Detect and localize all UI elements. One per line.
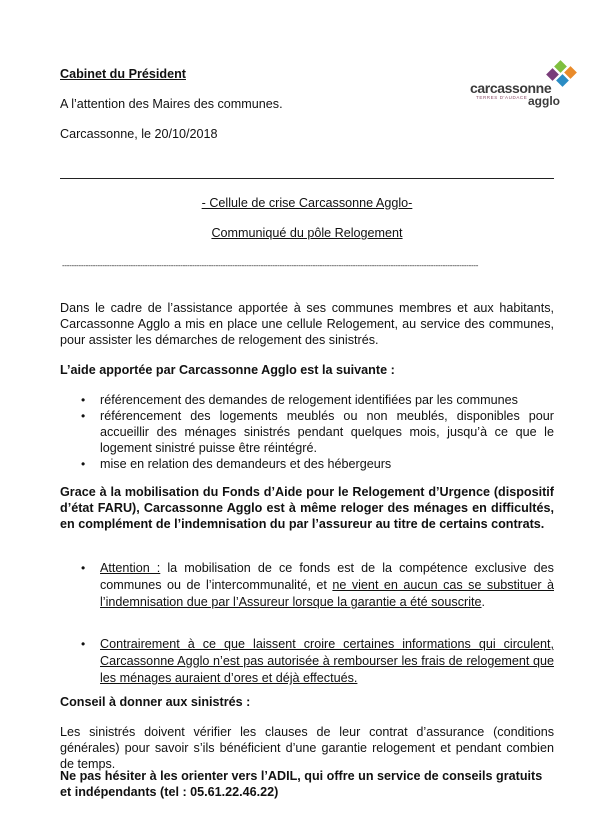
communique-title: Communiqué du pôle Relogement [211,226,403,240]
bullet-icon: • [81,409,86,423]
list-item: • référencement des demandes de relogement identifiées par les communes [81,393,518,407]
logo-word-agglo: agglo [528,94,560,108]
bullet-icon: • [81,457,86,471]
list-item: • Attention : la mobilisation de ce fonds est de la compétence exclusive des communes ou de l’intercommunalité, et ne vient en aucun cas se substituer à l’indemnisation due par l’Assureur lorsque la garantie a été souscrite. [81,561,554,609]
carcassonne-agglo-logo [470,60,588,108]
notes-list [81,560,554,687]
list-item: • mise en relation des demandeurs et des hébergeurs [81,457,392,471]
header-divider [60,178,554,179]
bullet-icon: • [81,561,86,575]
office-title: Cabinet du Président [60,67,186,81]
list-item [81,636,554,687]
bullet-icon: • [81,637,86,651]
bullet-icon: • [81,393,86,407]
logo-tagline: TERRES D'AUDACE [476,95,528,100]
place-date: Carcassonne, le 20/10/2018 [60,127,218,141]
adil-recommendation: Ne pas hésiter à les orienter vers l’ADIL, qui offre un service de conseils gratuits et indépendants (tel : 05.61.22.46.22) [60,769,543,799]
faru-paragraph: Grace à la mobilisation du Fonds d’Aide pour le Relogement d’Urgence (dispositif d’état FARU), Carcassonne Agglo est à même reloger des ménages en difficultés, en complément de l’indemnisation du par l’assureur au titre de certains contrats. [60,485,554,531]
dashed-separator: -------------------------------------------------------------------------------------------------------------------------------------------------------------------------------- [62,262,479,270]
crisis-cell-title: - Cellule de crise Carcassonne Agglo- [201,196,413,210]
list-item: • référencement des logements meublés ou non meublés, disponibles pour accueillir des ménages sinistrés pendant quelques mois, jusqu’à ce que le logement sinistré puisse être réintégré. [81,409,554,455]
advice-paragraph: Les sinistrés doivent vérifier les clauses de leur contrat d’assurance (conditions générales) pour savoir s’ils bénéficient d’une garantie relogement et pendant combien de temps. [60,725,554,771]
contrary-text: Contrairement à ce que laissent croire certaines informations qui circulent, Carcassonne Agglo n’est pas autorisée à rembourser les frais de relogement que les ménages auraient d’ores et déjà effectués. [100,637,554,685]
recipient-line: A l’attention des Maires des communes. [60,97,283,111]
attention-underlined-text: ne vient en aucun cas se substituer à l’indemnisation due par l’Assureur lorsque la garantie a été souscrite [100,578,554,609]
attention-label: Attention : [100,561,161,575]
logo-word-carcassonne: carcassonne [470,80,552,96]
aid-heading: L’aide apportée par Carcassonne Agglo est la suivante : [60,363,395,377]
aid-list [81,392,554,472]
advice-heading: Conseil à donner aux sinistrés : [60,695,251,709]
intro-paragraph: Dans le cadre de l’assistance apportée à ses communes membres et aux habitants, Carcassonne Agglo a mis en place une cellule Relogement, au service des communes, pour assister les démarches de relogement des sinistrés. [60,301,554,347]
